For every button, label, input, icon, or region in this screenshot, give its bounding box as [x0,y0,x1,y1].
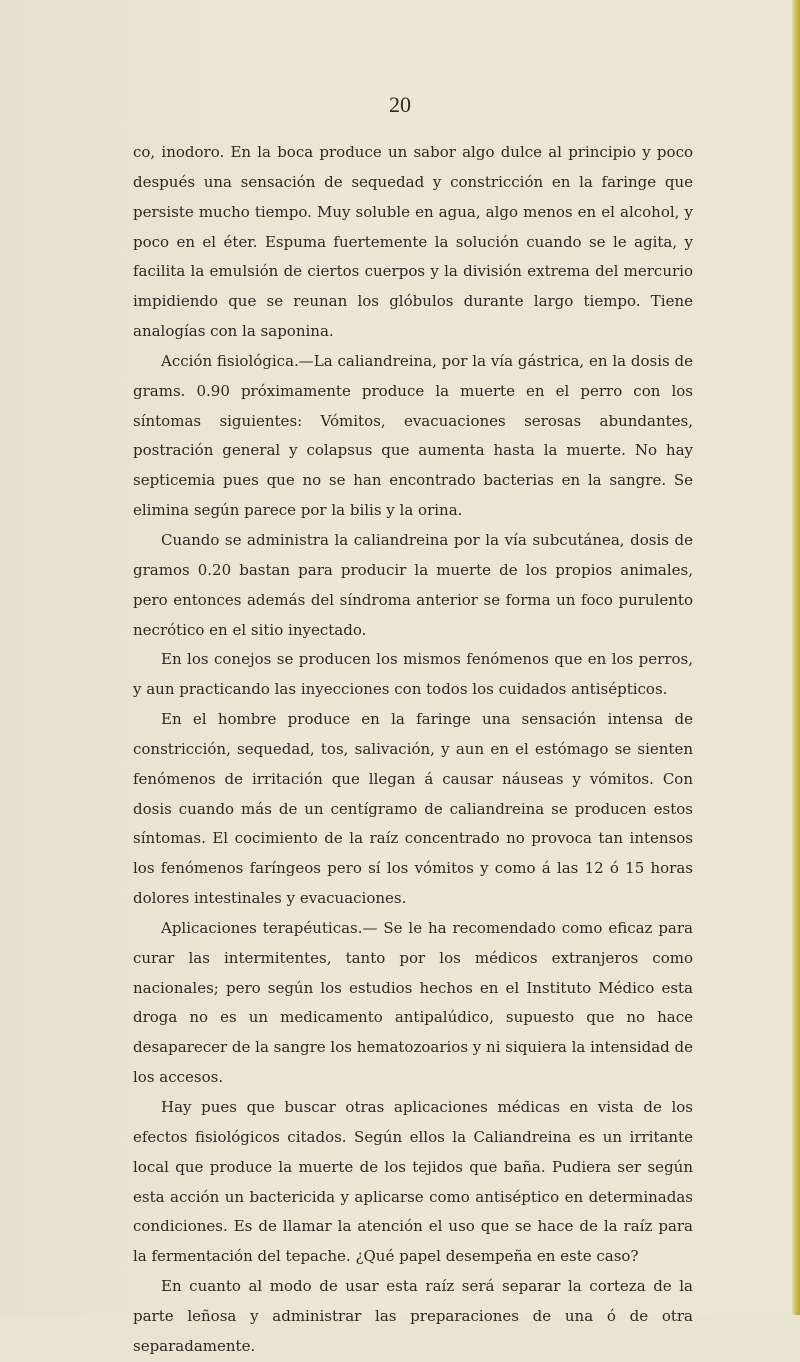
paragraph-hombre: En el hombre produce en la faringe una sensación intensa de constricción, sequedad, tos, salivación, y aun en el estómago se sienten fenómenos de irritación que llegan á causar náuseas y vómitos. Con dosis cuando más de un centígramo de caliandreina se producen estos síntomas. El cocimiento de la raíz concentrado no provoca tan intensos los fenómenos faríngeos pero sí los vómitos y como á las 12 ó 15 horas dolores intestinales y evacuaciones. [133,710,693,908]
body-text [133,138,693,1362]
paragraph-conejos: En los conejos se producen los mismos fenómenos que en los perros, y aun practicando las inyecciones con todos los cuidados antisépticos. [133,650,693,699]
paragraph-otras-aplicaciones: Hay pues que buscar otras aplicaciones médicas en vista de los efectos fisiológicos citados. Según ellos la Caliandreina es un irritante local que produce la muerte de los tejidos que baña. Pudiera ser según esta acción un bactericida y aplicarse como antiséptico en determinadas condiciones. Es de llamar la atención el uso que se hace de la raíz para la fermentación del tepache. ¿Qué papel desempeña en este caso? [133,1098,693,1266]
paragraph-aplicaciones-terapeuticas: Aplicaciones terapéuticas.— Se le ha recomendado como eficaz para curar las intermitentes, tanto por los médicos extranjeros como nacionales; pero según los estudios hechos en el Instituto Médico esta droga no es un medicamento antipalúdico, supuesto que no hace desaparecer de la sangre los hematozoarios y ni siquiera la intensidad de los accesos. [133,918,694,1087]
paragraph-continuation: co, inodoro. En la boca produce un sabor algo dulce al principio y poco después una sensación de sequedad y constricción en la faringe que persiste mucho tiempo. Muy soluble en agua, algo menos en el alcohol, y poco en el éter. Espuma fuertemente la solución cuando se le agita, y facilita la emulsión de ciertos cuerpos y la división extrema del mercurio impidiendo que se reunan los glóbulos durante largo tiempo. Tiene analogías con la saponina. [133,143,693,341]
paragraph-accion-fisiologica: Acción fisiológica.—La caliandreina, por la vía gástrica, en la dosis de grams. 0.90 próximamente produce la muerte en el perro con los síntomas siguientes: Vómitos, evacuaciones serosas abundantes, postración general y colapsus que aumenta hasta la muerte. No hay septicemia pues que no se han encontrado bacterias en la sangre. Se elimina según parece por la bilis y la orina. [133,351,693,520]
page-number: 20 [389,92,411,117]
paragraph-via-subcutanea: Cuando se administra la caliandreina por la vía subcutánea, dosis de gramos 0.20 bastan para producir la muerte de los propios animales, pero entonces además del síndroma anterior se forma un foco purulento necrótico en el sitio inyectado. [133,530,693,639]
paragraph-modo-de-usar: En cuanto al modo de usar esta raíz será separar la corteza de la parte leñosa y administrar las preparaciones de una ó de otra separadamente. [133,1277,693,1355]
page-edge [792,0,800,1315]
